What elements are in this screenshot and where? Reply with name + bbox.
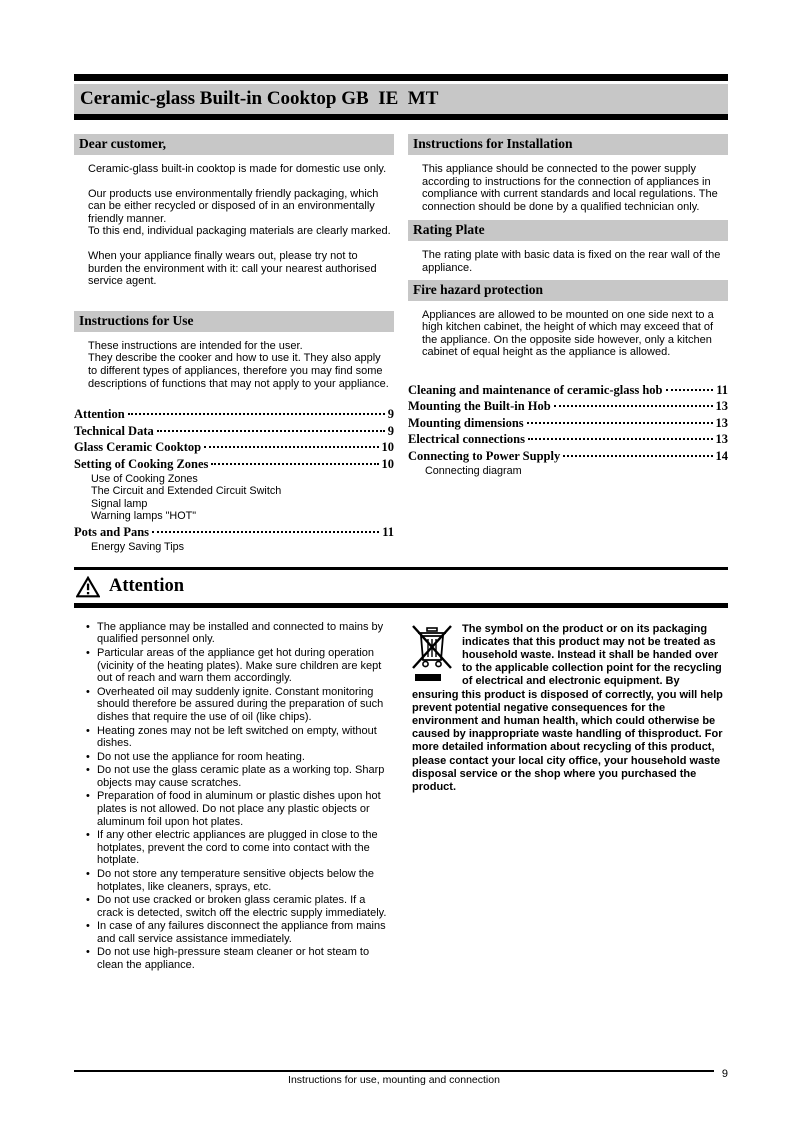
- toc-page-number: 11: [716, 382, 728, 397]
- dear-customer-text: [74, 155, 394, 288]
- weee-crossed-bin-icon: [412, 624, 454, 684]
- toc-subitem: The Circuit and Extended Circuit Switch: [91, 485, 282, 498]
- toc-subitem: Energy Saving Tips: [91, 541, 185, 554]
- toc-leader: [128, 413, 385, 415]
- toc-page-number: 9: [387, 423, 394, 438]
- toc-label: Pots and Pans: [74, 524, 150, 539]
- toc-page-number: 10: [381, 440, 394, 455]
- toc-label: Technical Data: [74, 423, 154, 438]
- paragraph: This appliance should be connected to the power supply according to instructions for the connection of appliances in compliance with current standards and local regulations. The connection should be done by a qualified technician only.: [422, 163, 718, 213]
- right-column: [408, 134, 728, 556]
- toc-entry: [74, 456, 394, 473]
- toc-entry: [408, 448, 728, 465]
- toc-left: [74, 406, 394, 554]
- left-column: [74, 134, 394, 556]
- toc-entry: [408, 415, 728, 432]
- title-top-rule: [74, 74, 728, 81]
- bullet-item: • Particular areas of the appliance get hot during operation (vicinity of the heating plates). Make sure children are kept out of reach and warn them accordingly.: [86, 647, 394, 685]
- bullet-item: • The appliance may be installed and connected to mains by qualified personnel only.: [86, 621, 394, 647]
- toc-subitem: Use of Cooking Zones: [91, 473, 198, 486]
- paragraph: Appliances are allowed to be mounted on one side next to a high kitchen cabinet, the height of which may exceed that of the appliance. On the opposite side however, only a kitchen cabinet of equal height as the appliance is allowed.: [422, 308, 714, 359]
- toc-entry: [74, 439, 394, 456]
- toc-subitem: Signal lamp: [91, 497, 148, 510]
- toc-leader: [666, 389, 714, 391]
- warning-triangle-icon: [76, 576, 100, 598]
- paragraph: Ceramic-glass built-in cooktop is made for domestic use only.: [88, 163, 387, 175]
- toc-entry: [408, 382, 728, 399]
- bullet-item: • Do not use the glass ceramic plate as a working top. Sharp objects may cause scratches.: [86, 764, 394, 790]
- toc-page-number: 13: [715, 399, 728, 414]
- toc-page-number: 11: [382, 524, 394, 539]
- footer-page-number: 9: [721, 1068, 728, 1080]
- page-footer: [74, 1070, 728, 1086]
- bullet-item: • Do not store any temperature sensitive objects below the hotplates, like cleaners, sprays, etc.: [86, 868, 394, 894]
- toc-leader: [204, 446, 378, 448]
- bullet-item: • Do not use cracked or broken glass ceramic plates. If a crack is detected, switch off the electric supply immediately.: [86, 894, 394, 920]
- rating-plate-text: [408, 241, 728, 274]
- toc-entry: [408, 398, 728, 415]
- toc-leader: [211, 463, 378, 465]
- attention-bullet-list: [74, 621, 394, 973]
- section-header-instructions-for-use: Instructions for Use: [74, 311, 394, 332]
- toc-right: [408, 382, 728, 478]
- toc-leader: [527, 422, 713, 424]
- bullet-item: • Do not use high-pressure steam cleaner or hot steam to clean the appliance.: [86, 946, 394, 972]
- toc-label: Connecting to Power Supply: [408, 448, 561, 463]
- paragraph: These instructions are intended for the user.: [88, 339, 303, 352]
- attention-heading: Attention: [109, 576, 185, 597]
- bullet-item: • Overheated oil may suddenly ignite. Constant monitoring should therefore be assured during the preparation of such dishes that require the use of oil (like chips).: [86, 686, 394, 724]
- title-banner: [74, 84, 728, 120]
- toc-label: Attention: [74, 407, 125, 422]
- toc-leader: [563, 455, 712, 457]
- toc-leader: [152, 531, 379, 533]
- section-header-rating-plate: Rating Plate: [408, 220, 728, 241]
- toc-leader: [528, 438, 713, 440]
- toc-entry: [408, 431, 728, 448]
- toc-subitems: [74, 473, 394, 522]
- toc-entry: [74, 524, 394, 541]
- toc-leader: [554, 405, 713, 407]
- bullet-item: • Do not use the appliance for room heating.: [86, 751, 394, 764]
- bullet-item: • Heating zones may not be left switched on empty, without dishes.: [86, 725, 394, 751]
- section-header-fire-hazard: Fire hazard protection: [408, 280, 728, 301]
- paragraph: They describe the cooker and how to use it. They also apply to different types of appliances, therefore you may find some descriptions of functions that may not apply to your appliance.: [88, 352, 389, 390]
- bullet-item: • If any other electric appliances are plugged in close to the hotplates, prevent the cord to come into contact with the hotplate.: [86, 829, 394, 867]
- page-title: Ceramic-glass Built-in Cooktop GB IE MT: [80, 88, 439, 109]
- paragraph: To this end, individual packaging materials are clearly marked.: [88, 225, 391, 238]
- footer-text: Instructions for use, mounting and connection: [288, 1074, 500, 1086]
- toc-label: Setting of Cooking Zones: [74, 456, 209, 471]
- toc-subitems: [408, 465, 728, 477]
- toc-page-number: 9: [387, 407, 394, 422]
- paragraph: The rating plate with basic data is fixed on the rear wall of the appliance.: [422, 249, 721, 274]
- attention-columns: [74, 621, 728, 973]
- attention-section-rule-top: [74, 567, 728, 608]
- toc-entry: [74, 406, 394, 423]
- installation-text: [408, 155, 728, 213]
- toc-label: Mounting the Built-in Hob: [408, 399, 551, 414]
- bullet-item: • In case of any failures disconnect the appliance from mains and call service assistance immediately.: [86, 920, 394, 946]
- toc-page-number: 10: [381, 456, 394, 471]
- fire-hazard-text: [408, 301, 728, 359]
- toc-label: Cleaning and maintenance of ceramic-glass hob: [408, 382, 663, 397]
- paragraph: Our products use environmentally friendly packaging, which can be either recycled or disposed of in an environmentally friendly manner.: [88, 187, 379, 225]
- toc-page-number: 13: [715, 432, 728, 447]
- toc-subitems: [74, 541, 394, 553]
- recycling-text: The symbol on the product or on its packaging indicates that this product may not be treated as household waste. Instead it shall be handed over to the applicable collection point for the recycling of electrical and electronic equipment. By ensuring this product is disposed of correctly, you will help prevent potential negative consequences for the environment and human health, which could otherwise be caused by inappropriate waste handling of thisproduct. For more detailed information about recycling of this product, please contact your local city office, your household waste disposal service or the shop where you purchased the product.: [412, 622, 723, 794]
- paragraph: When your appliance finally wears out, please try not to burden the environment with it: call your nearest authorised service agent.: [88, 249, 377, 288]
- toc-subitem: Warning lamps "HOT": [91, 509, 197, 522]
- toc-label: Mounting dimensions: [408, 415, 524, 430]
- document-page: [74, 74, 728, 972]
- instructions-for-use-text: [74, 332, 394, 390]
- upper-columns: [74, 134, 728, 556]
- toc-subitem: Connecting diagram: [425, 465, 522, 478]
- toc-page-number: 14: [715, 448, 728, 463]
- section-header-installation: Instructions for Installation: [408, 134, 728, 155]
- toc-entry: [74, 423, 394, 440]
- recycling-notice: [408, 621, 728, 973]
- toc-label: Electrical connections: [408, 432, 525, 447]
- attention-heading-row: [74, 570, 728, 608]
- toc-label: Glass Ceramic Cooktop: [74, 440, 202, 455]
- toc-page-number: 13: [715, 415, 728, 430]
- toc-leader: [157, 430, 385, 432]
- section-header-dear-customer: Dear customer,: [74, 134, 394, 155]
- bullet-item: • Preparation of food in aluminum or plastic dishes upon hot plates is not allowed. Do not place any plastic objects or aluminum foil upon hot plates.: [86, 790, 394, 828]
